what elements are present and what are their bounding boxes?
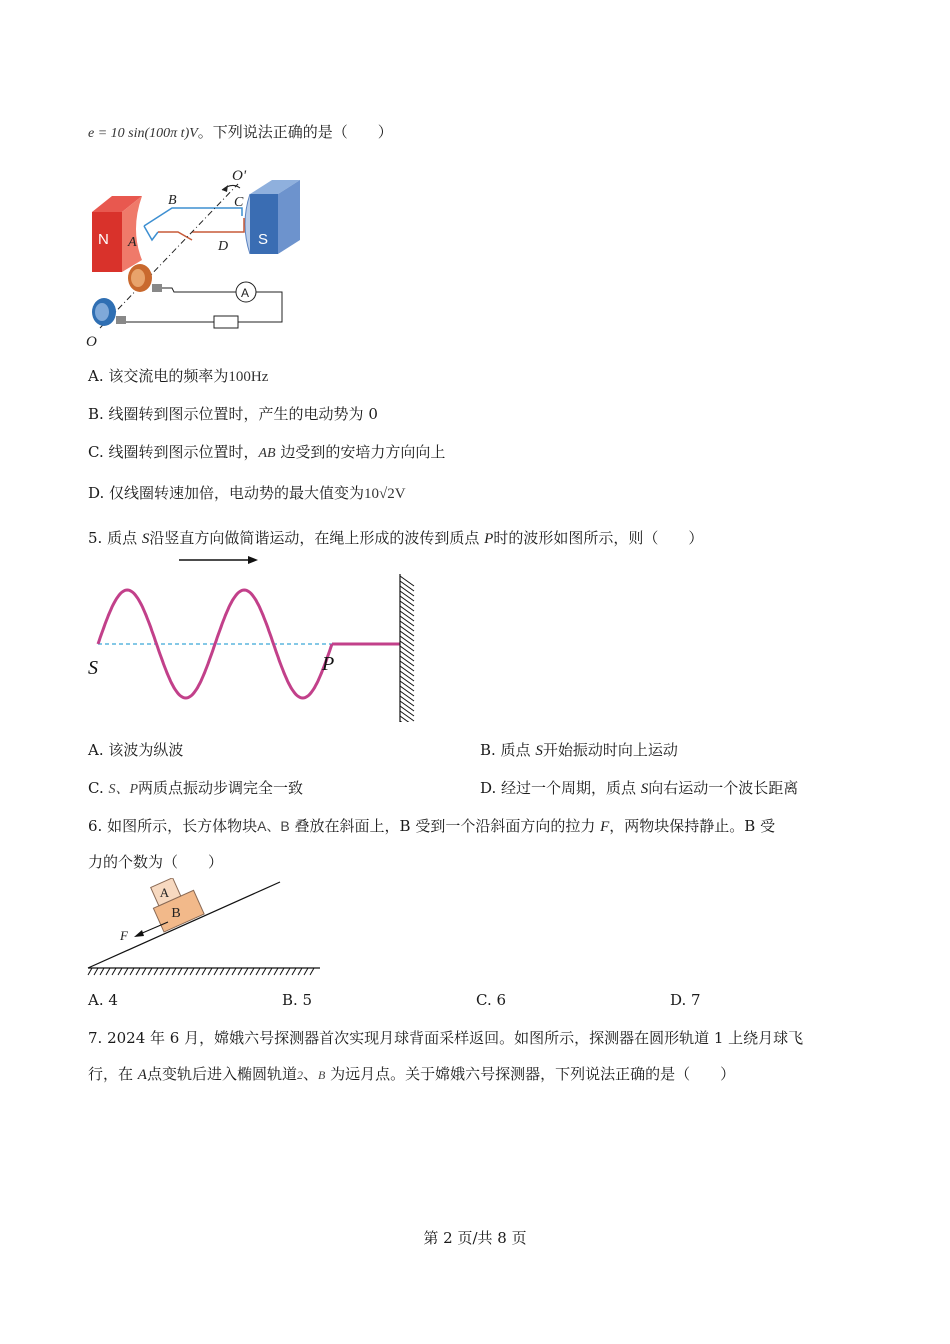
- q4-option-d-value: 10√2V: [364, 486, 406, 502]
- block-a-label: A: [159, 884, 170, 900]
- q6-stem-line1: 6. 如图所示，长方体物块A、B 叠放在斜面上，B 受到一个沿斜面方向的拉力 F，两物块保持静止。B 受: [88, 817, 776, 835]
- hatch-line: [400, 666, 414, 676]
- hatch-line: [142, 968, 146, 975]
- hatch-line: [220, 968, 224, 975]
- q5-stem: 5. 质点 S沿竖直方向做简谐运动，在绳上形成的波传到质点 P时的波形如图所示，则（ ）: [88, 529, 704, 547]
- hatch-line: [154, 968, 158, 975]
- hatch-line: [400, 651, 414, 661]
- hatch-line: [196, 968, 200, 975]
- page-footer: 第 2 页/共 8 页: [423, 1229, 527, 1247]
- q4-option-d: D. 仅线圈转速加倍，电动势的最大值变为10√2V: [88, 484, 406, 502]
- q4-option-a-value: 100Hz: [228, 369, 269, 385]
- q6-option-d: D. 7: [670, 991, 701, 1009]
- hatch-line: [190, 968, 194, 975]
- q7-stem-line1: 7. 2024 年 6 月，嫦娥六号探测器首次实现月球背面采样返回。如图所示，探测器在圆形轨道 1 上绕月球飞: [88, 1029, 804, 1047]
- wall-hatch: [400, 576, 414, 722]
- hatch-line: [400, 696, 414, 706]
- hatch-line: [400, 626, 414, 636]
- hatch-line: [400, 711, 414, 721]
- hatch-line: [400, 656, 414, 666]
- hatch-line: [400, 596, 414, 606]
- magnet-s-label: S: [258, 231, 269, 248]
- hatch-line: [400, 646, 414, 656]
- coil-label-d: D: [218, 239, 229, 254]
- hatch-line: [88, 968, 92, 975]
- hatch-line: [250, 968, 254, 975]
- axis-label-o: O: [86, 334, 97, 350]
- hatch-line: [400, 636, 414, 646]
- hatch-line: [112, 968, 116, 975]
- hatch-line: [400, 611, 414, 621]
- hatch-line: [280, 968, 284, 975]
- q5-option-d: D. 经过一个周期，质点 S向右运动一个波长距离: [480, 779, 799, 797]
- hatch-line: [118, 968, 122, 975]
- q4-formula: e = 10 sin(100π t)V: [88, 126, 198, 141]
- hatch-line: [400, 581, 414, 591]
- hatch-line: [400, 671, 414, 681]
- axis-label-o-prime: O': [232, 168, 247, 184]
- hatch-line: [304, 968, 308, 975]
- hatch-line: [400, 681, 414, 691]
- hatch-line: [160, 968, 164, 975]
- hatch-line: [400, 601, 414, 611]
- hatch-line: [310, 968, 314, 975]
- hatch-line: [136, 968, 140, 975]
- hatch-line: [172, 968, 176, 975]
- hatch-line: [232, 968, 236, 975]
- hatch-line: [166, 968, 170, 975]
- hatch-line: [400, 641, 414, 651]
- q4-stem-tail: 。下列说法正确的是（ ）: [197, 123, 393, 141]
- hatch-line: [148, 968, 152, 975]
- q6-option-c: C. 6: [476, 991, 507, 1009]
- hatch-line: [226, 968, 230, 975]
- hatch-line: [178, 968, 182, 975]
- hatch-line: [268, 968, 272, 975]
- generator-figure: [82, 160, 312, 350]
- hatch-line: [400, 706, 414, 716]
- q4-stem-line: [88, 122, 393, 144]
- coil-label-a: A: [128, 235, 137, 250]
- q7-stem-line2: 行，在 A点变轨后进入椭圆轨道2、B 为远月点。关于嫦娥六号探测器，下列说法正确的是（ ）: [88, 1065, 736, 1083]
- hatch-line: [400, 606, 414, 616]
- wave-label-s: S: [88, 657, 98, 679]
- q5-option-c: C. S、P两质点振动步调完全一致: [88, 779, 304, 797]
- q6-option-b: B. 5: [282, 991, 313, 1009]
- q5-option-b: B. 质点 S开始振动时向上运动: [480, 741, 678, 759]
- hatch-line: [400, 591, 414, 601]
- hatch-line: [292, 968, 296, 975]
- hatch-line: [400, 691, 414, 701]
- coil-label-b: B: [168, 193, 177, 208]
- coil-label-c: C: [234, 195, 244, 210]
- ground-hatch: [88, 968, 314, 975]
- hatch-line: [256, 968, 260, 975]
- q6-option-a: A. 4: [88, 991, 118, 1009]
- hatch-line: [214, 968, 218, 975]
- q4-option-b: B. 线圈转到图示位置时，产生的电动势为 0: [88, 405, 378, 423]
- hatch-line: [94, 968, 98, 975]
- hatch-line: [274, 968, 278, 975]
- hatch-line: [400, 661, 414, 671]
- hatch-line: [130, 968, 134, 975]
- ammeter-label: A: [241, 286, 250, 300]
- hatch-line: [202, 968, 206, 975]
- q6-stem-line2: 力的个数为（ ）: [88, 853, 224, 871]
- magnet-n-label: N: [98, 231, 109, 248]
- hatch-line: [400, 576, 414, 586]
- hatch-line: [124, 968, 128, 975]
- hatch-line: [100, 968, 104, 975]
- wave-label-p: P: [322, 653, 335, 675]
- hatch-line: [244, 968, 248, 975]
- hatch-line: [106, 968, 110, 975]
- hatch-line: [208, 968, 212, 975]
- hatch-line: [400, 686, 414, 696]
- q4-option-c: C. 线圈转到图示位置时，AB 边受到的安培力方向向上: [88, 443, 446, 461]
- hatch-line: [400, 616, 414, 626]
- hatch-line: [184, 968, 188, 975]
- q4-option-a: A. 该交流电的频率为100Hz: [88, 367, 269, 385]
- force-f-label: F: [120, 928, 128, 943]
- hatch-line: [238, 968, 242, 975]
- wave-figure: [84, 552, 424, 722]
- hatch-line: [262, 968, 266, 975]
- hatch-line: [298, 968, 302, 975]
- hatch-line: [400, 621, 414, 631]
- hatch-line: [400, 586, 414, 596]
- q4-option-c-var: AB: [258, 446, 276, 461]
- block-b-label: B: [171, 905, 181, 921]
- hatch-line: [400, 676, 414, 686]
- incline-figure: [84, 878, 324, 978]
- hatch-line: [286, 968, 290, 975]
- hatch-line: [400, 701, 414, 711]
- hatch-line: [400, 631, 414, 641]
- q5-option-a: A. 该波为纵波: [88, 741, 184, 759]
